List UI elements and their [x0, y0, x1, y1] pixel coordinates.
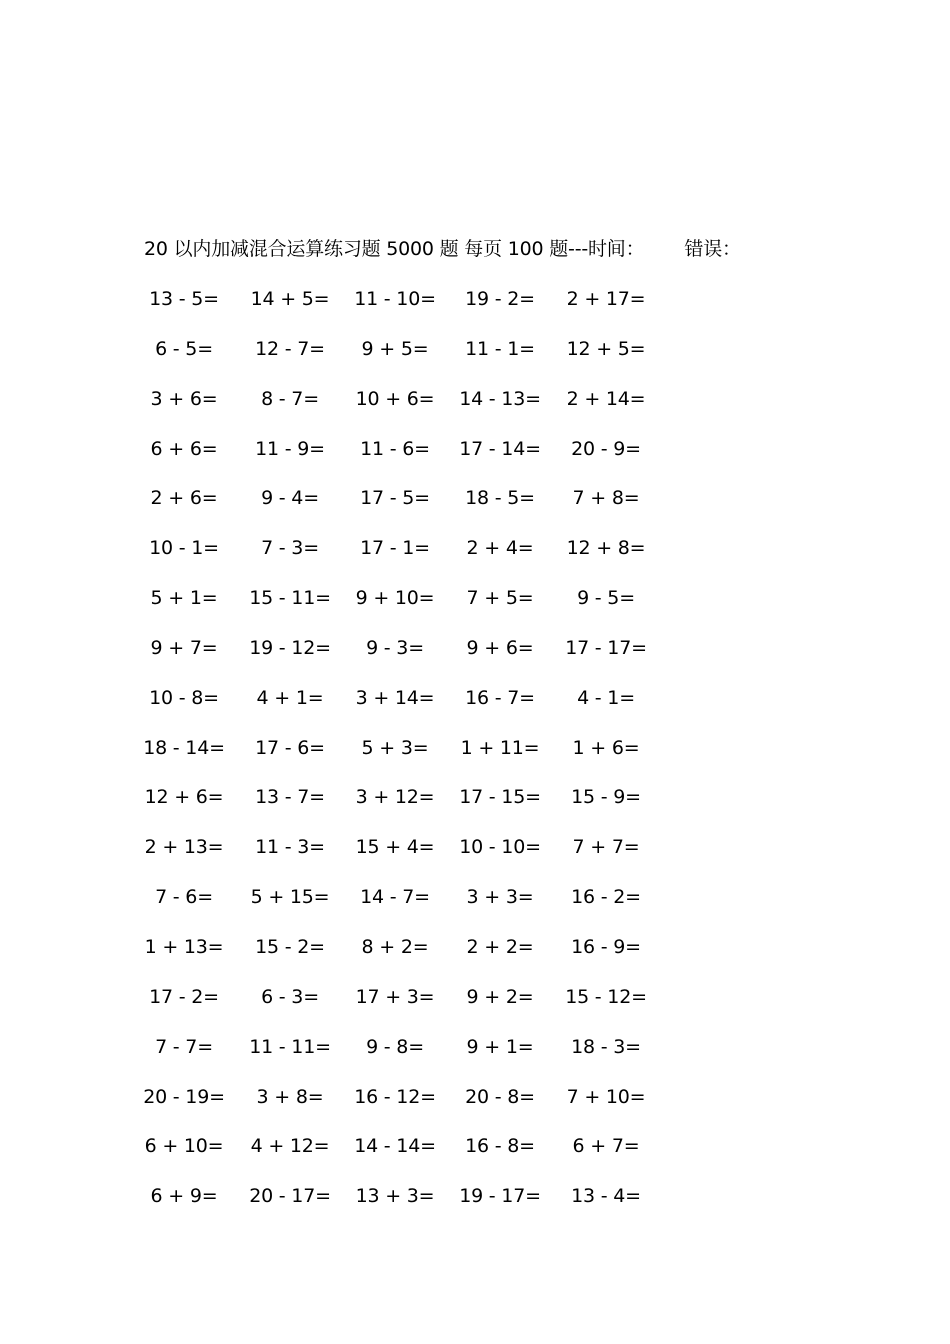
arithmetic-problem: 3 + 14=: [355, 686, 435, 709]
arithmetic-problem: 7 - 7=: [155, 1035, 213, 1058]
arithmetic-problem: 15 - 12=: [565, 985, 647, 1008]
arithmetic-problem: 9 + 2=: [466, 985, 534, 1008]
arithmetic-problem: 5 + 15=: [250, 886, 330, 909]
arithmetic-problem: 1 + 6=: [572, 736, 640, 759]
arithmetic-problem: 7 - 3=: [261, 537, 319, 560]
problem-row: [0, 884, 950, 934]
arithmetic-problem: 20 - 19=: [143, 1085, 225, 1108]
arithmetic-problem: 8 - 7=: [261, 387, 319, 410]
arithmetic-problem: 9 - 5=: [577, 587, 635, 610]
worksheet-title: 20 以内加减混合运算练习题 5000 题 每页 100 题---时间：: [144, 238, 645, 260]
arithmetic-problem: 9 - 4=: [261, 487, 319, 510]
arithmetic-problem: 17 - 14=: [459, 437, 541, 460]
arithmetic-problem: 14 - 13=: [459, 387, 541, 410]
arithmetic-problem: 6 + 9=: [150, 1185, 218, 1208]
problem-row: [0, 1183, 950, 1233]
arithmetic-problem: 9 + 10=: [355, 587, 435, 610]
arithmetic-problem: 17 - 1=: [360, 537, 430, 560]
problem-row: [0, 286, 950, 336]
problem-row: [0, 934, 950, 984]
arithmetic-problem: 7 + 7=: [572, 836, 640, 859]
arithmetic-problem: 1 + 11=: [460, 736, 540, 759]
arithmetic-problem: 13 - 5=: [149, 288, 219, 310]
arithmetic-problem: 9 + 7=: [150, 636, 218, 659]
arithmetic-problem: 10 - 10=: [459, 836, 541, 859]
arithmetic-problem: 16 - 9=: [571, 935, 641, 958]
arithmetic-problem: 4 + 12=: [250, 1135, 330, 1158]
arithmetic-problem: 2 + 13=: [144, 836, 224, 859]
arithmetic-problem: 12 - 7=: [255, 337, 325, 360]
arithmetic-problem: 12 + 6=: [144, 786, 224, 809]
worksheet-header: [144, 236, 741, 262]
problem-row: [0, 735, 950, 785]
arithmetic-problem: 7 + 8=: [572, 487, 640, 510]
problem-row: [0, 984, 950, 1034]
arithmetic-problem: 16 - 2=: [571, 886, 641, 909]
arithmetic-problem: 11 - 10=: [354, 288, 436, 310]
arithmetic-problem: 19 - 17=: [459, 1185, 541, 1208]
problem-row: [0, 784, 950, 834]
arithmetic-problem: 3 + 12=: [355, 786, 435, 809]
arithmetic-problem: 11 - 11=: [249, 1035, 331, 1058]
arithmetic-problem: 6 - 3=: [261, 985, 319, 1008]
problem-row: [0, 585, 950, 635]
problem-row: [0, 436, 950, 486]
arithmetic-problem: 11 - 1=: [465, 337, 535, 360]
arithmetic-problem: 10 - 8=: [149, 686, 219, 709]
arithmetic-problem: 12 + 5=: [566, 337, 646, 360]
arithmetic-problem: 19 - 12=: [249, 636, 331, 659]
arithmetic-problem: 18 - 14=: [143, 736, 225, 759]
arithmetic-problem: 17 - 5=: [360, 487, 430, 510]
arithmetic-problem: 2 + 14=: [566, 387, 646, 410]
arithmetic-problem: 17 - 2=: [149, 985, 219, 1008]
arithmetic-problem: 11 - 6=: [360, 437, 430, 460]
arithmetic-problem: 7 - 6=: [155, 886, 213, 909]
problem-row: [0, 635, 950, 685]
arithmetic-problem: 14 - 14=: [354, 1135, 436, 1158]
arithmetic-problem: 12 + 8=: [566, 537, 646, 560]
arithmetic-problem: 16 - 12=: [354, 1085, 436, 1108]
arithmetic-problem: 7 + 5=: [466, 587, 534, 610]
arithmetic-problem: 6 - 5=: [155, 337, 213, 360]
arithmetic-problem: 3 + 8=: [256, 1085, 324, 1108]
problem-row: [0, 386, 950, 436]
arithmetic-problem: 20 - 8=: [465, 1085, 535, 1108]
problem-row: [0, 336, 950, 386]
arithmetic-problem: 15 - 2=: [255, 935, 325, 958]
arithmetic-problem: 16 - 7=: [465, 686, 535, 709]
error-count-label: 错误：: [684, 238, 741, 260]
arithmetic-problem: 17 - 6=: [255, 736, 325, 759]
arithmetic-problem: 14 - 7=: [360, 886, 430, 909]
arithmetic-problem: 5 + 1=: [150, 587, 218, 610]
arithmetic-problem: 11 - 9=: [255, 437, 325, 460]
problem-grid: [0, 286, 950, 1233]
problem-row: [0, 1133, 950, 1183]
arithmetic-problem: 9 - 8=: [366, 1035, 424, 1058]
arithmetic-problem: 2 + 4=: [466, 537, 534, 560]
arithmetic-problem: 1 + 13=: [144, 935, 224, 958]
arithmetic-problem: 13 - 7=: [255, 786, 325, 809]
arithmetic-problem: 18 - 5=: [465, 487, 535, 510]
arithmetic-problem: 10 + 6=: [355, 387, 435, 410]
arithmetic-problem: 4 - 1=: [577, 686, 635, 709]
arithmetic-problem: 6 + 6=: [150, 437, 218, 460]
arithmetic-problem: 9 + 5=: [361, 337, 429, 360]
problem-row: [0, 834, 950, 884]
arithmetic-problem: 19 - 2=: [465, 288, 535, 310]
arithmetic-problem: 5 + 3=: [361, 736, 429, 759]
arithmetic-problem: 2 + 6=: [150, 487, 218, 510]
arithmetic-problem: 8 + 2=: [361, 935, 429, 958]
arithmetic-problem: 20 - 9=: [571, 437, 641, 460]
arithmetic-problem: 17 + 3=: [355, 985, 435, 1008]
arithmetic-problem: 3 + 6=: [150, 387, 218, 410]
arithmetic-problem: 13 + 3=: [355, 1185, 435, 1208]
arithmetic-problem: 6 + 7=: [572, 1135, 640, 1158]
arithmetic-problem: 15 + 4=: [355, 836, 435, 859]
arithmetic-problem: 6 + 10=: [144, 1135, 224, 1158]
arithmetic-problem: 17 - 15=: [459, 786, 541, 809]
arithmetic-problem: 10 - 1=: [149, 537, 219, 560]
arithmetic-problem: 14 + 5=: [250, 288, 330, 310]
arithmetic-problem: 9 - 3=: [366, 636, 424, 659]
problem-row: [0, 535, 950, 585]
arithmetic-problem: 17 - 17=: [565, 636, 647, 659]
arithmetic-problem: 11 - 3=: [255, 836, 325, 859]
arithmetic-problem: 9 + 1=: [466, 1035, 534, 1058]
arithmetic-problem: 13 - 4=: [571, 1185, 641, 1208]
arithmetic-problem: 15 - 11=: [249, 587, 331, 610]
arithmetic-problem: 9 + 6=: [466, 636, 534, 659]
arithmetic-problem: 7 + 10=: [566, 1085, 646, 1108]
problem-row: [0, 485, 950, 535]
arithmetic-problem: 15 - 9=: [571, 786, 641, 809]
arithmetic-problem: 20 - 17=: [249, 1185, 331, 1208]
arithmetic-problem: 2 + 17=: [566, 288, 646, 310]
arithmetic-problem: 4 + 1=: [256, 686, 324, 709]
arithmetic-problem: 2 + 2=: [466, 935, 534, 958]
problem-row: [0, 685, 950, 735]
arithmetic-problem: 16 - 8=: [465, 1135, 535, 1158]
problem-row: [0, 1034, 950, 1084]
arithmetic-problem: 3 + 3=: [466, 886, 534, 909]
problem-row: [0, 1084, 950, 1134]
arithmetic-problem: 18 - 3=: [571, 1035, 641, 1058]
